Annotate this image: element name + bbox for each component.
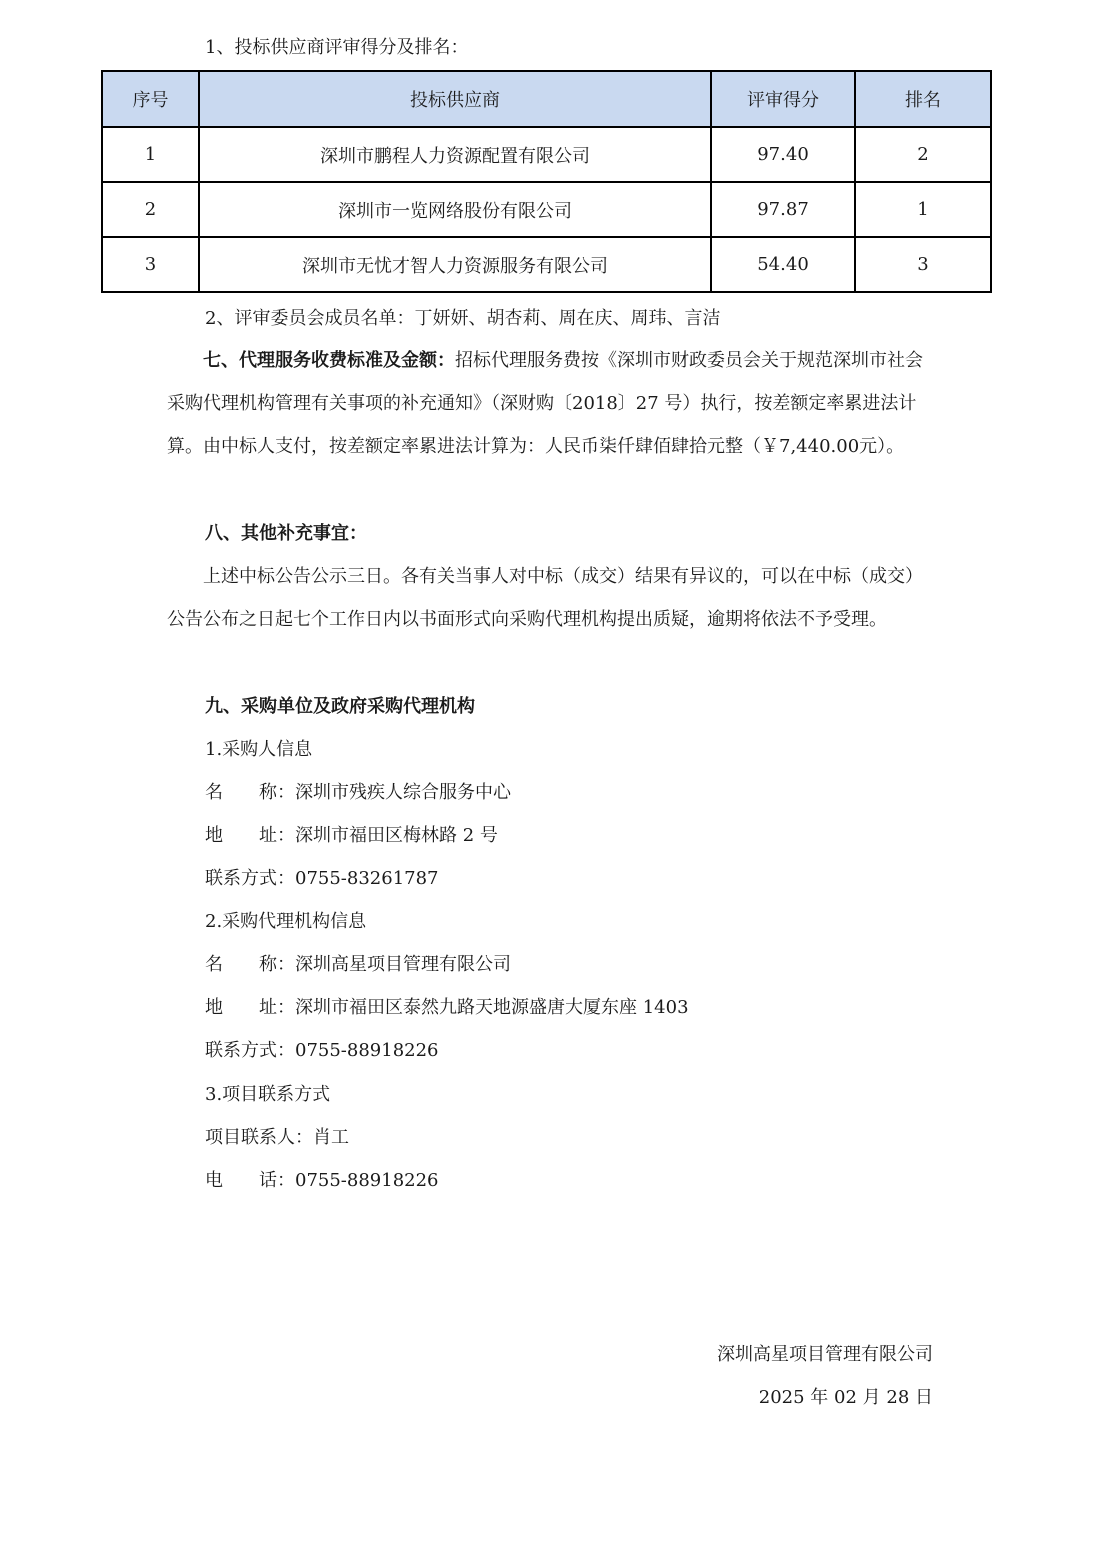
agency-address: 地 址：深圳市福田区泰然九路天地源盛唐大厦东座 1403	[205, 997, 689, 1018]
project-person: 项目联系人：肖工	[205, 1127, 349, 1148]
committee-members: 2、评审委员会成员名单：丁妍妍、胡杏莉、周在庆、周玮、言洁	[205, 308, 721, 329]
section7-paragraph	[167, 339, 935, 468]
table-row	[102, 127, 991, 182]
cell-rank: 3	[855, 237, 991, 292]
table-header-row	[102, 71, 991, 127]
buyer-name: 名 称：深圳市残疾人综合服务中心	[205, 782, 511, 803]
section8-body: 上述中标公告公示三日。各有关当事人对中标（成交）结果有异议的，可以在中标（成交）公告公布之日起七个工作日内以书面形式向采购代理机构提出质疑，逾期将依法不予受理。	[167, 566, 923, 630]
cell-rank: 2	[855, 127, 991, 182]
cell-supplier: 深圳市鹏程人力资源配置有限公司	[199, 127, 711, 182]
section9-heading: 九、采购单位及政府采购代理机构	[205, 696, 475, 717]
signature-company: 深圳高星项目管理有限公司	[717, 1344, 933, 1365]
cell-supplier: 深圳市无忧才智人力资源服务有限公司	[199, 237, 711, 292]
buyer-contact: 联系方式：0755-83261787	[205, 868, 439, 889]
table-caption: 1、投标供应商评审得分及排名：	[205, 37, 469, 58]
project-phone: 电 话：0755-88918226	[205, 1170, 439, 1191]
cell-supplier: 深圳市一览网络股份有限公司	[199, 182, 711, 237]
cell-score: 54.40	[711, 237, 855, 292]
agency-title: 2.采购代理机构信息	[205, 911, 367, 932]
project-title: 3.项目联系方式	[205, 1084, 331, 1105]
header-score: 评审得分	[711, 71, 855, 127]
header-supplier: 投标供应商	[199, 71, 711, 127]
table-row	[102, 182, 991, 237]
cell-index: 3	[102, 237, 199, 292]
section7-heading: 七、代理服务收费标准及金额：	[203, 350, 455, 371]
header-index: 序号	[102, 71, 199, 127]
agency-name: 名 称：深圳高星项目管理有限公司	[205, 954, 511, 975]
agency-contact: 联系方式：0755-88918226	[205, 1040, 439, 1061]
table-row	[102, 237, 991, 292]
cell-score: 97.40	[711, 127, 855, 182]
cell-index: 2	[102, 182, 199, 237]
cell-index: 1	[102, 127, 199, 182]
cell-score: 97.87	[711, 182, 855, 237]
signature-date: 2025 年 02 月 28 日	[758, 1387, 933, 1408]
section7-body: 招标代理服务费按《深圳市财政委员会关于规范深圳市社会采购代理机构管理有关事项的补充通知》（深财购〔2018〕27 号）执行，按差额定率累进法计算。由中标人支付，按差额定率累进法计算为：人民币柒仟肆佰肆拾元整（￥7,440.00元）。	[167, 350, 923, 457]
buyer-title: 1.采购人信息	[205, 739, 313, 760]
header-rank: 排名	[855, 71, 991, 127]
buyer-address: 地 址：深圳市福田区梅林路 2 号	[205, 825, 498, 846]
section8-heading: 八、其他补充事宜：	[205, 523, 367, 544]
scores-table	[101, 70, 992, 293]
cell-rank: 1	[855, 182, 991, 237]
